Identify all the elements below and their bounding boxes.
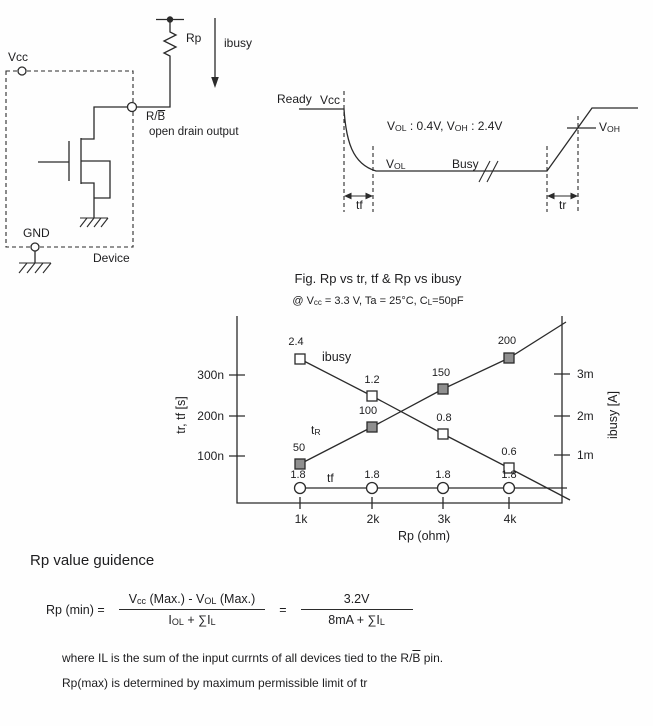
arrow-left-icon (547, 193, 555, 200)
tr-marker-4k (504, 353, 514, 363)
point-label-tr-3k: 150 (431, 367, 451, 379)
left-y-axis-label: tr, tf [s] (174, 396, 188, 434)
left-tick-300n: 300n (197, 368, 224, 382)
open-drain-note: open drain output (149, 126, 239, 138)
voh-level-label: $V_{OH}$ (599, 120, 620, 135)
ibusy-arrow-label: ibusy (224, 36, 253, 50)
ready-state-label: Ready (277, 92, 312, 106)
vol-level-label: $V_{OL}$ (386, 157, 406, 172)
equals-sign: = (279, 602, 287, 617)
tr-marker-3k (438, 384, 448, 394)
vcc-terminal (18, 67, 26, 75)
tf-marker-2k (367, 483, 378, 494)
ibusy-marker-2k (367, 391, 377, 401)
vcc-level-label: Vcc (320, 93, 341, 107)
chart-conditions: @ $V_{cc} = 3.3$ V, Ta = 25°C, $C_L=50pF$ (292, 295, 464, 307)
x-tick-4k: 4k (503, 512, 517, 526)
point-label-tf-2k: 1.8 (364, 469, 380, 481)
ground-symbol (19, 263, 51, 273)
point-label-tr-2k: 100 (358, 405, 378, 417)
x-axis-label: Rp (ohm) (397, 529, 451, 543)
right-tick-1m: 1m (577, 448, 594, 462)
pullup-resistor (137, 22, 177, 107)
right-y-axis-label: ibusy [A] (606, 391, 620, 439)
arrow-right-icon (571, 193, 579, 200)
vcc-label: Vcc (8, 50, 29, 64)
logic-levels-note: $V_{OL}$ : 0.4V, $V_{OH}$ : 2.4V (387, 119, 503, 134)
point-label-tr-4k: 200 (497, 335, 517, 347)
tf-marker-1k (295, 483, 306, 494)
point-label-ibusy-1k: 2.4 (288, 336, 304, 348)
fraction-denominator: $I_{OL} + \sum I_L$ (168, 613, 216, 628)
rb-output-node (128, 103, 137, 112)
formula-lhs: Rp (min) = (46, 602, 105, 617)
gnd-terminal (31, 243, 39, 251)
nmos-transistor (38, 107, 128, 218)
left-tick-100n: 100n (197, 449, 224, 463)
arrow-right-icon (366, 193, 374, 200)
device-label: Device (93, 251, 130, 265)
ibusy-series-label: ibusy (322, 350, 352, 364)
tf-marker-3k (438, 483, 449, 494)
tf-marker-4k (504, 483, 515, 494)
point-label-tr-1k: 50 (292, 442, 306, 454)
point-label-ibusy-3k: 0.8 (436, 412, 452, 424)
section-heading: Rp value guidence (30, 552, 155, 569)
note-rp-max: Rp(max) is determined by maximum permissible limit of tr (62, 676, 368, 690)
right-tick-3m: 3m (577, 367, 594, 381)
left-tick-200n: 200n (197, 409, 224, 423)
tr-series-line (300, 322, 566, 464)
rp-min-formula (46, 592, 413, 627)
formula-fraction-numeric (301, 592, 413, 627)
ibusy-marker-1k (295, 354, 305, 364)
point-label-tf-3k: 1.8 (435, 469, 451, 481)
gnd-label: GND (23, 226, 50, 240)
fraction-numerator: 3.2V (301, 592, 413, 610)
tr-marker-1k (295, 459, 305, 469)
chart-title: Fig. Rp vs tr, tf & Rp vs ibusy (294, 271, 462, 286)
arrow-down-icon (211, 77, 219, 88)
rb-pin-label: $R/\overline{B}$ (146, 111, 166, 123)
note-il-definition: where IL is the sum of the input currnts of all devices tied to the $R/\overline{B}$ pin. (62, 651, 444, 665)
point-label-ibusy-4k: 0.6 (501, 446, 517, 458)
right-tick-2m: 2m (577, 409, 594, 423)
rp-label: Rp (186, 31, 202, 45)
point-label-ibusy-2k: 1.2 (364, 374, 380, 386)
x-tick-1k: 1k (294, 512, 308, 526)
fraction-numerator: $V_{cc}$ $(Max.) - V_{OL}$ (Max.) (119, 592, 266, 610)
timing-reference-lines (344, 91, 578, 212)
timing-diagram (299, 91, 638, 212)
arrow-left-icon (344, 193, 352, 200)
x-tick-2k: 2k (366, 512, 380, 526)
fraction-denominator: $8mA + \sum I_L$ (328, 613, 385, 628)
x-tick-3k: 3k (437, 512, 451, 526)
point-label-tf-4k: 1.8 (501, 469, 517, 481)
ground-symbol (80, 218, 108, 227)
point-label-tf-1k: 1.8 (290, 469, 306, 481)
tf-time-label: tf (356, 198, 363, 212)
formula-fraction-symbolic (119, 592, 266, 627)
tf-series-label: tf (327, 471, 334, 485)
tr-time-label: tr (559, 198, 567, 212)
ibusy-marker-3k (438, 429, 448, 439)
busy-state-label: Busy (452, 157, 479, 171)
tr-marker-2k (367, 422, 377, 432)
tr-series-label: $t_R$ (311, 423, 321, 438)
